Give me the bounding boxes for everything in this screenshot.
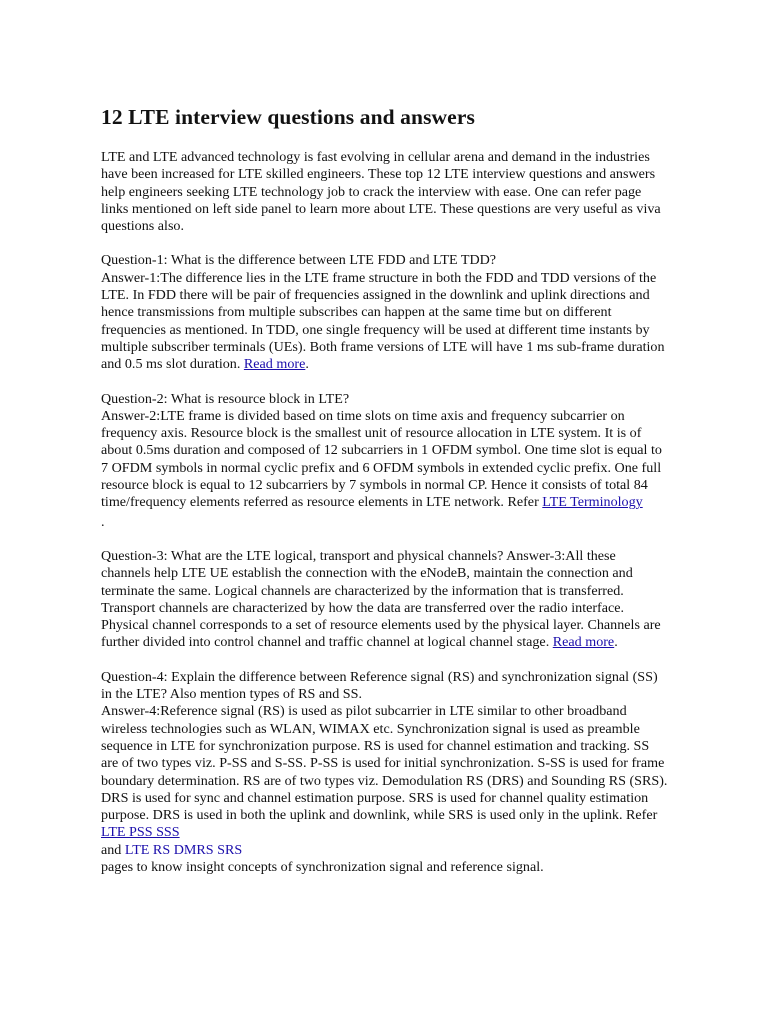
qa-block-3: [101, 548, 668, 652]
answer-4-and: and: [101, 841, 125, 858]
lte-terminology-link[interactable]: LTE Terminology: [542, 494, 643, 511]
answer-3-end: .: [614, 634, 618, 651]
answer-1-end: .: [305, 356, 309, 373]
lte-pss-sss-link[interactable]: LTE PSS SSS: [101, 824, 180, 841]
answer-4-and-row: [101, 842, 668, 859]
lte-rs-dmrs-srs-link[interactable]: LTE RS DMRS SRS: [124, 841, 243, 858]
answer-2: Answer-2:LTE frame is divided based on time slots on time axis and frequency subcarrier on frequency axis. Resource block is the smallest unit of resource allocation in LTE system. It is of about 0.5ms duration and composed of 12 subcarriers in 1 OFDM symbol. One time slot is equal to 7 OFDM symbols in normal cyclic prefix and 6 OFDM symbols in extended cyclic prefix. One full resource block is equal to 12 subcarriers by 7 symbols in normal CP. Hence it consists of total 84 time/frequency elements referred as resource elements in LTE network. Refer: [101, 407, 662, 511]
intro-paragraph: LTE and LTE advanced technology is fast evolving in cellular arena and demand in the industries have been increased for LTE skilled engineers. These top 12 LTE interview questions and answers help engineers seeking LTE technology job to crack the interview with ease. One can refer page links mentioned on left side panel to learn more about LTE. These questions are very useful as viva questions also.: [101, 149, 661, 235]
answer-4: Answer-4:Reference signal (RS) is used as pilot subcarrier in LTE similar to other broadband wireless technologies such as WLAN, WIMAX etc. Synchronization signal is used as preamble sequence in LTE for synchronization purpose. RS is used for channel estimation and tracking. SS are of two types viz. P-SS and S-SS. P-SS is used for initial synchronization. S-SS is used for frame boundary determination. RS are of two types viz. Demodulation RS (DRS) and Sounding RS (SRS). DRS is used for sync and channel estimation purpose. SRS is used for channel quality estimation purpose. DRS is used in both the uplink and downlink, while SRS is used only in the uplink. Refer: [101, 703, 668, 824]
answer-2-end: .: [101, 513, 105, 530]
question-1: Question-1: What is the difference between LTE FDD and LTE TDD?: [101, 252, 497, 269]
page-title: 12 LTE interview questions and answers: [101, 105, 475, 129]
answer-4-closing: pages to know insight concepts of synchronization signal and reference signal.: [101, 858, 544, 875]
question-4: Question-4: Explain the difference between Reference signal (RS) and synchronization signal (SS) in the LTE? Also mention types of RS and SS.: [101, 668, 658, 703]
answer-1: Answer-1:The difference lies in the LTE frame structure in both the FDD and TDD versions of the LTE. In FDD there will be pair of frequencies assigned in the downlink and uplink directions and hence transmissions from multiple subscribes can happen at the same time but on different frequencies as mentioned. In TDD, one single frequency will be used at different time instants by multiple subscriber terminals (UEs). Both frame versions of LTE will have 1 ms sub-frame duration and 0.5 ms slot duration.: [101, 269, 665, 373]
qa-block-2: [101, 391, 668, 531]
question-2: Question-2: What is resource block in LTE?: [101, 390, 350, 407]
question-answer-3: Question-3: What are the LTE logical, transport and physical channels? Answer-3:All these channels help LTE UE establish the connection with the eNodeB, maintain the connection and terminate the same. Logical channels are characterized by the information that is transferred. Transport channels are characterized by how the data are transferred over the radio interface. Physical channel corresponds to a set of resource elements used by the physical layer. Channels are further divided into control channel and traffic channel at logical channel stage.: [101, 547, 661, 651]
read-more-link-1[interactable]: Read more: [243, 356, 306, 373]
qa-block-4: [101, 669, 668, 877]
read-more-link-3[interactable]: Read more: [552, 634, 615, 651]
qa-block-1: [101, 252, 668, 373]
